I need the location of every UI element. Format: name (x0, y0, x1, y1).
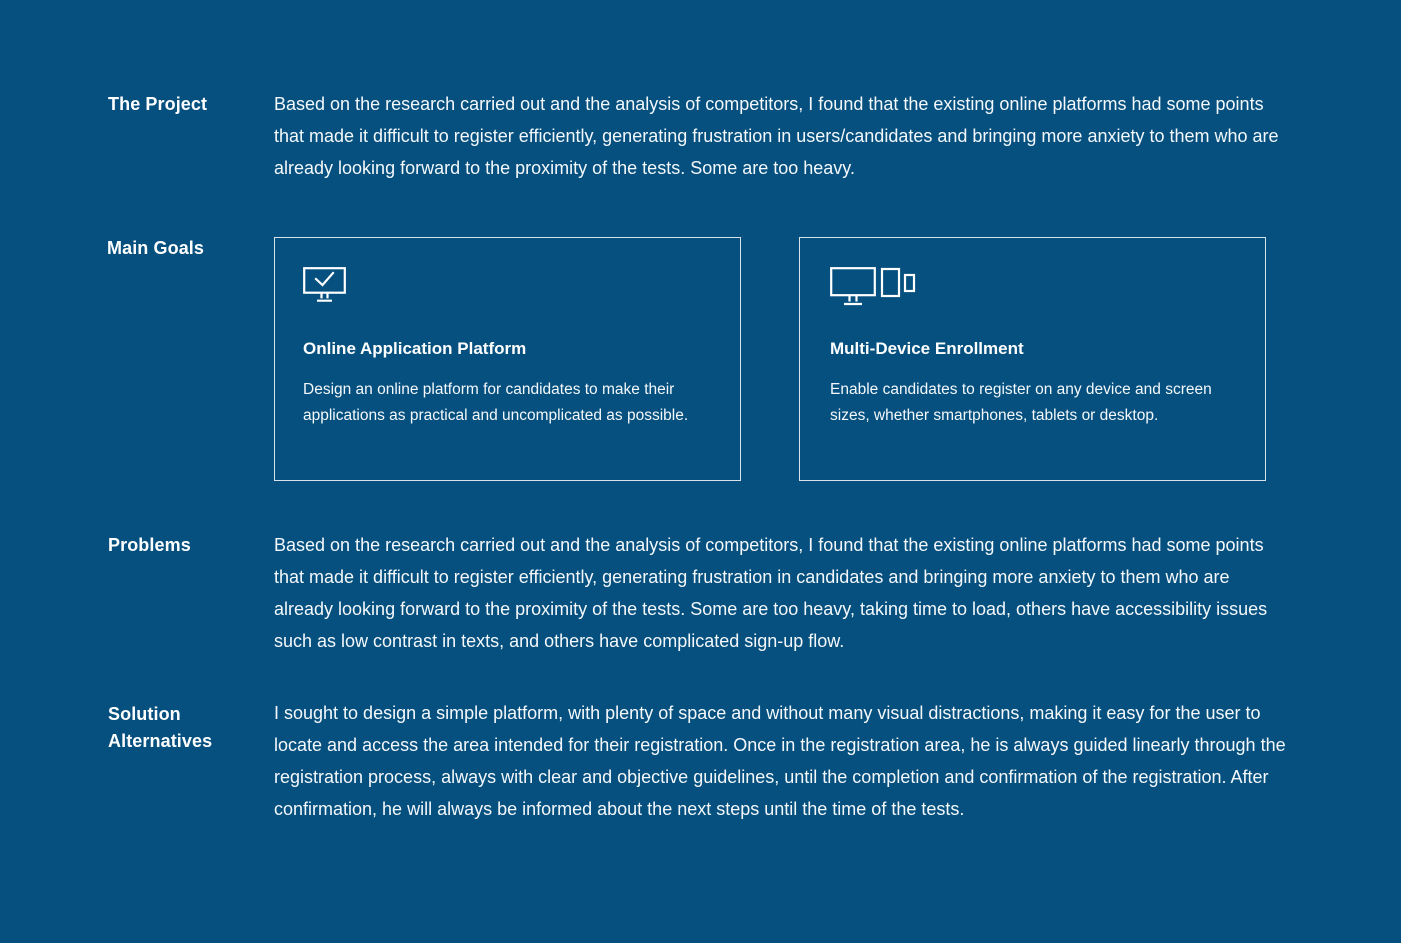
project-description: Based on the research carried out and the analysis of competitors, I found that the existing online platforms had some points that made it difficult to register efficiently, generating frustration in users/candidates and bringing more anxiety to them who are already looking forward to the proximity of the tests. Some are too heavy. (274, 94, 1279, 178)
multi-device-goal-card (799, 237, 1266, 481)
monitor-check-icon (303, 267, 347, 303)
alternatives-heading-line: Alternatives (108, 731, 213, 751)
solution-alternatives-heading (108, 701, 212, 755)
online-application-goal-card (274, 237, 741, 481)
project-heading: The Project (108, 94, 208, 114)
solution-alternatives-description: I sought to design a simple platform, with plenty of space and without many visual distractions, making it easy for the user to locate and access the area intended for their registration. Once in the registration area, he is always guided linearly through the registration process, always with clear and objective guidelines, until the completion and confirmation of the registration. After confirmation, he will always be informed about the next steps until the time of the tests. (274, 703, 1286, 819)
main-goals-heading: Main Goals (107, 238, 205, 258)
online-application-goal-description: Design an online platform for candidates to make their applications as practical and uncomplicated as possible. (303, 381, 689, 424)
multi-device-goal-description: Enable candidates to register on any device and screen sizes, whether smartphones, tablets or desktop. (830, 381, 1212, 424)
problems-description: Based on the research carried out and the analysis of competitors, I found that the existing online platforms had some points that made it difficult to register efficiently, generating frustration in candidates and bringing more anxiety to them who are already looking forward to the proximity of the tests. Some are too heavy, taking time to load, others have accessibility issues such as low contrast in texts, and others have complicated sign-up flow. (274, 535, 1268, 651)
multi-device-icon (830, 267, 918, 307)
problems-heading: Problems (108, 535, 191, 555)
multi-device-goal-title: Multi-Device Enrollment (830, 339, 1024, 358)
solution-heading-line: Solution (108, 704, 181, 724)
online-application-goal-title: Online Application Platform (303, 339, 527, 358)
